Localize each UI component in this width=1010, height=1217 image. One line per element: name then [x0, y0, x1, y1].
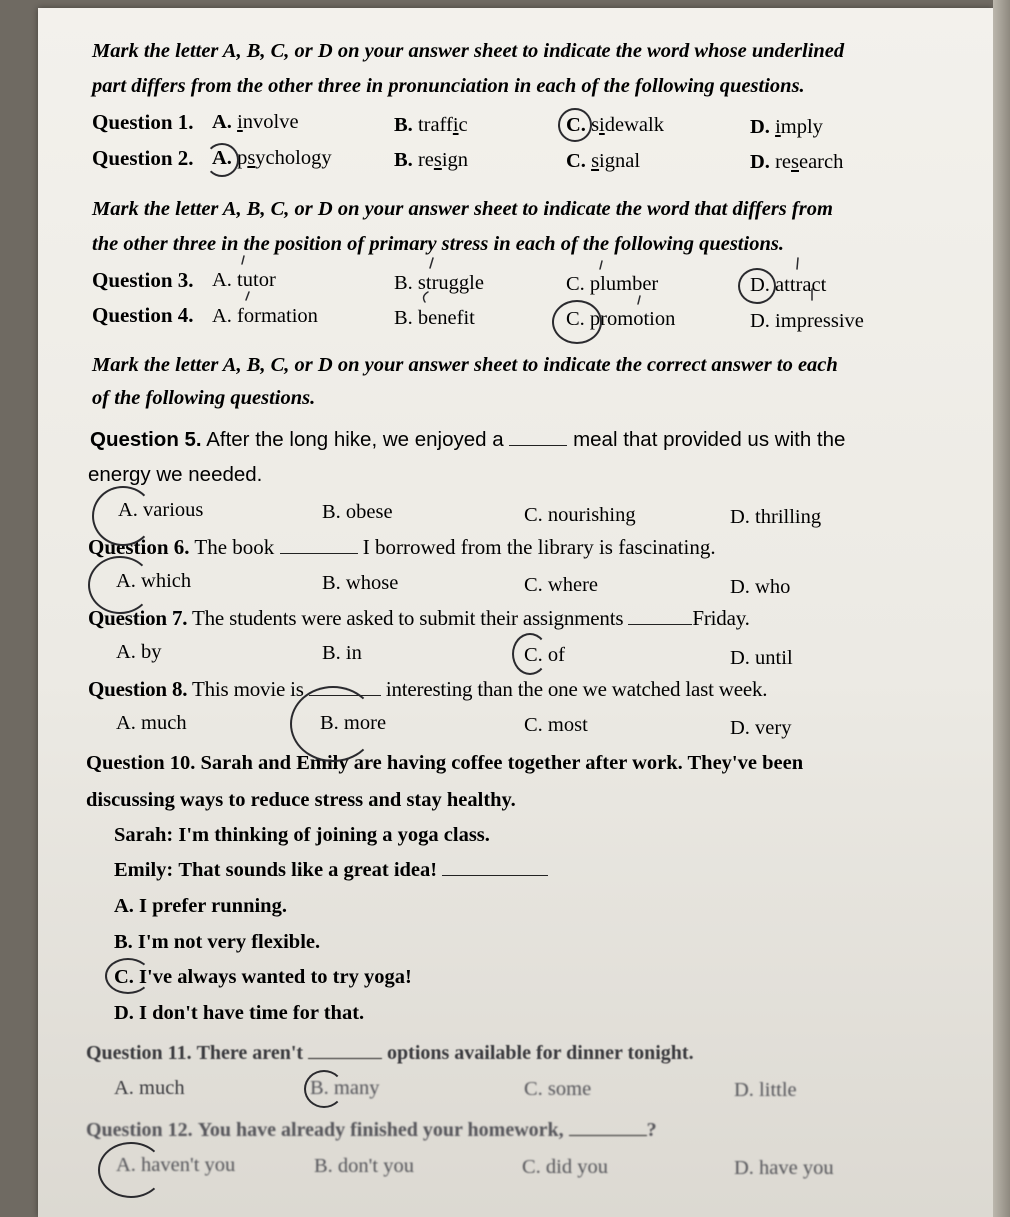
question-1-label: Question 1.: [92, 110, 194, 134]
q2-a-pre: p: [237, 147, 248, 169]
q12-text-2: ?: [646, 1119, 657, 1141]
q11-option-a[interactable]: A. much: [114, 1077, 185, 1099]
question-10-label: Question 10.: [86, 752, 196, 774]
q7-text-1: The students were asked to submit their assignments: [192, 606, 624, 630]
question-4-label: Question 4.: [92, 303, 194, 327]
q12-option-b[interactable]: B. don't you: [314, 1155, 414, 1177]
q7-option-a[interactable]: A. by: [116, 641, 162, 663]
q6-text-2: I borrowed from the library is fascinating.: [362, 535, 716, 559]
q11-option-b[interactable]: B. many: [310, 1077, 380, 1099]
q2-option-b[interactable]: [394, 147, 468, 173]
q4-option-a[interactable]: A. formation: [212, 305, 318, 327]
instruction-correct-line-2: of the following questions.: [92, 387, 316, 409]
question-11-line: [86, 1040, 694, 1066]
q12-text-1: You have already finished your homework,: [197, 1119, 564, 1141]
instruction-stress-line-2: the other three in the position of primary stress in each of the following questions.: [92, 233, 784, 255]
q2-option-a[interactable]: [212, 145, 332, 171]
q7-option-c[interactable]: C. of: [524, 644, 565, 666]
q1-c-underlined: i: [599, 114, 605, 136]
q1-b-underlined: i: [452, 114, 459, 136]
question-8-label: Question 8.: [88, 677, 188, 701]
q3-option-d[interactable]: D. attract: [750, 274, 827, 296]
q2-c-post: ignal: [599, 150, 641, 172]
question-5-label: Question 5.: [90, 428, 202, 451]
question-10-line-1: [86, 750, 803, 776]
question-2-label: Question 2.: [92, 146, 194, 170]
q8-blank[interactable]: [309, 677, 381, 696]
question-12-line: [86, 1117, 657, 1143]
q2-option-d[interactable]: [750, 149, 843, 175]
instruction-pronunciation-line-1: Mark the letter A, B, C, or D on your answer sheet to indicate the word whose underlined: [92, 40, 845, 62]
q10-blank[interactable]: [442, 857, 548, 876]
q2-a-underlined: s: [247, 147, 256, 169]
q5-option-a[interactable]: A. various: [118, 499, 204, 521]
question-3-label: Question 3.: [92, 268, 194, 292]
page-edge: [993, 0, 1010, 1217]
question-11-label: Question 11.: [86, 1042, 192, 1064]
q12-option-c[interactable]: C. did you: [522, 1156, 608, 1178]
q8-option-c[interactable]: C. most: [524, 714, 588, 736]
q1-option-a[interactable]: [212, 109, 299, 135]
question-7-line: [88, 605, 750, 631]
q1-c-post: dewalk: [604, 114, 664, 136]
q2-a-post: ychology: [255, 147, 332, 169]
q6-blank[interactable]: [280, 535, 358, 554]
question-6-line: [88, 534, 716, 560]
instruction-pronunciation-line-2: part differs from the other three in pronunciation in each of the following questions.: [92, 75, 805, 97]
q5-blank[interactable]: [509, 427, 567, 446]
q5-text-1: After the long hike, we enjoyed a: [206, 428, 504, 451]
q10-text-1: Sarah and Emily are having coffee together after work. They've been: [200, 752, 804, 774]
q3-option-a[interactable]: A. tutor: [212, 269, 276, 291]
instruction-correct-line-1: Mark the letter A, B, C, or D on your answer sheet to indicate the correct answer to each: [92, 354, 838, 376]
q11-blank[interactable]: [308, 1040, 382, 1059]
q2-c-underlined: s: [591, 150, 600, 172]
q5-option-b[interactable]: B. obese: [322, 501, 393, 523]
q10-sarah-line: [114, 822, 490, 848]
q2-b-letter: B.: [394, 149, 413, 171]
q1-c-letter: C.: [566, 114, 586, 136]
q2-d-post: earch: [798, 151, 844, 173]
q8-text-2: interesting than the one we watched last week.: [385, 677, 768, 701]
q10-option-b[interactable]: B. I'm not very flexible.: [114, 931, 321, 953]
q4-option-b[interactable]: B. benefit: [394, 307, 475, 329]
q2-d-pre: re: [775, 151, 791, 173]
q10-text-2: discussing ways to reduce stress and stay healthy.: [86, 789, 516, 811]
q1-a-letter: A.: [212, 111, 232, 133]
q6-option-d[interactable]: D. who: [730, 576, 791, 598]
q12-option-d[interactable]: D. have you: [734, 1157, 834, 1179]
q1-option-b[interactable]: [394, 112, 468, 138]
q2-a-letter: A.: [212, 147, 232, 169]
question-5-line-1: [90, 427, 845, 453]
q8-option-b[interactable]: B. more: [320, 712, 387, 734]
q1-option-c[interactable]: [566, 112, 664, 138]
q10-emily-line: [114, 857, 548, 883]
q5-option-c[interactable]: C. nourishing: [524, 504, 636, 526]
q2-b-post: ign: [441, 149, 469, 171]
q1-d-underlined: i: [775, 116, 781, 138]
q6-text-1: The book: [194, 535, 275, 559]
q5-text-2: meal that provided us with the: [573, 428, 846, 451]
q7-option-d[interactable]: D. until: [730, 647, 793, 669]
q12-option-a[interactable]: A. haven't you: [116, 1154, 236, 1176]
q5-option-d[interactable]: D. thrilling: [730, 506, 822, 528]
q11-option-c[interactable]: C. some: [524, 1078, 592, 1100]
q2-d-letter: D.: [750, 151, 770, 173]
q1-c-pre: s: [591, 114, 600, 136]
q1-b-pre: traff: [417, 114, 453, 136]
q12-blank[interactable]: [569, 1117, 647, 1136]
q1-b-letter: B.: [394, 114, 413, 136]
q2-d-underlined: s: [791, 151, 799, 173]
question-8-line: [88, 676, 767, 702]
question-6-label: Question 6.: [88, 535, 190, 559]
q10-option-d[interactable]: D. I don't have time for that.: [114, 1002, 365, 1024]
q6-option-c[interactable]: C. where: [524, 574, 599, 596]
q10-sarah-name: Sarah:: [114, 824, 174, 846]
q2-c-letter: C.: [566, 150, 586, 172]
q11-option-d[interactable]: D. little: [734, 1079, 797, 1101]
q1-option-d[interactable]: [750, 114, 823, 140]
q4-option-d[interactable]: D. impressive: [750, 310, 864, 332]
q10-emily-name: Emily:: [114, 859, 174, 881]
q7-text-2: Friday.: [692, 606, 750, 630]
instruction-stress-line-1: Mark the letter A, B, C, or D on your answer sheet to indicate the word that differs from: [92, 198, 833, 220]
q6-option-b[interactable]: B. whose: [322, 572, 399, 594]
q10-emily-text: That sounds like a great idea!: [178, 859, 438, 881]
q3-option-b[interactable]: B. struggle: [394, 272, 484, 294]
q11-text-2: options available for dinner tonight.: [387, 1042, 694, 1064]
q1-a-underlined: i: [237, 111, 243, 133]
q1-d-post: mply: [780, 116, 823, 138]
question-7-label: Question 7.: [88, 606, 188, 630]
q5-text-3: energy we needed.: [88, 463, 263, 486]
q3-option-c[interactable]: C. plumber: [566, 273, 659, 295]
q1-a-post: nvolve: [242, 111, 299, 133]
q1-b-post: c: [458, 114, 468, 136]
q2-b-pre: re: [417, 149, 434, 171]
q11-text-1: There aren't: [196, 1042, 304, 1064]
q1-d-letter: D.: [750, 116, 770, 138]
q6-option-a[interactable]: A. which: [116, 570, 192, 592]
q4-option-c[interactable]: C. promotion: [566, 308, 676, 330]
q8-option-d[interactable]: D. very: [730, 717, 792, 739]
q2-b-underlined: s: [433, 149, 442, 171]
q7-blank[interactable]: [628, 606, 692, 625]
q8-option-a[interactable]: A. much: [116, 712, 187, 734]
question-12-label: Question 12.: [86, 1119, 193, 1141]
q10-option-a[interactable]: A. I prefer running.: [114, 895, 287, 917]
q10-sarah-text: I'm thinking of joining a yoga class.: [178, 824, 490, 846]
q10-option-c[interactable]: C. I've always wanted to try yoga!: [114, 966, 412, 988]
q8-text-1: This movie is: [192, 677, 304, 701]
q2-option-c[interactable]: [566, 148, 640, 174]
q7-option-b[interactable]: B. in: [322, 642, 362, 664]
